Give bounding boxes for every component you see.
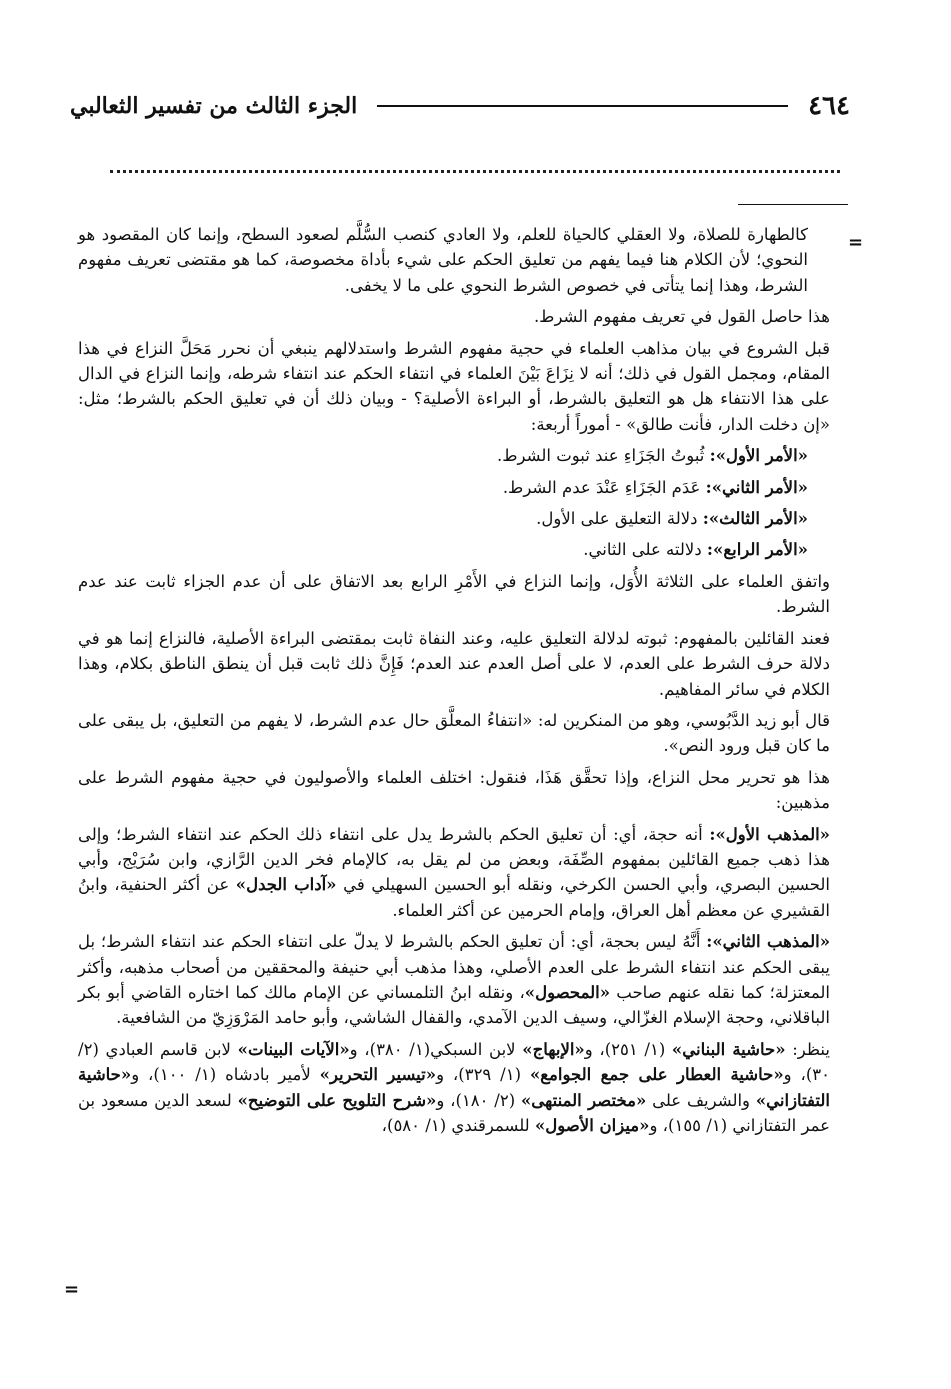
reference-book: «الإبهاج» xyxy=(522,1039,585,1059)
reference-detail: لابن السبكي(١/ ٣٨٠)، و xyxy=(349,1039,516,1059)
reference-detail: (٢/ ١٨٠)، و xyxy=(436,1090,516,1110)
school-label: «المذهب الأول»: xyxy=(709,824,830,844)
page-number: ٤٦٤ xyxy=(808,91,850,121)
running-title: الجزء الثالث من تفسير الثعالبي xyxy=(70,93,358,119)
paragraph: واتفق العلماء على الثلاثة الأُوَل، وإنما النزاع في الأَمْرِ الرابع بعد الاتفاق على أن عدم الجزاء ثابت عند عدم الشرط. xyxy=(78,571,830,617)
footnote-body xyxy=(78,222,830,1144)
reference-book: «حاشية العطار على جمع الجوامع» xyxy=(529,1065,784,1085)
paragraph: قبل الشروع في بيان مذاهب العلماء في حجية مفهوم الشرط واستدلالهم ينبغي أن نحرر مَحَلَّ النزاع في هذا المقام، ومجمل القول في ذلك؛ أنه لا نِزَاعَ بَيْنَ العلماء في انتفاء الحكم عند انتفاء شرطه، وإنما النزاع في الدال على هذا الانتفاء هل هو التعليق بالشرط، أو البراءة الأصلية؟ - وبيان ذلك أن في تعليق الحكم بالشرط؛ مثل: «إن دخلت الدار، فأنت طالق» - أموراً أربعة: xyxy=(78,338,830,434)
school-item xyxy=(78,822,830,924)
school-text-after: عن أكثر الحنفية، وابنُ القشيري عن معظم أهل العراق، وإمام الحرمين عن أكثر العلماء. xyxy=(78,875,830,920)
reference-detail: (١/ ٢٥١)، و xyxy=(584,1039,666,1059)
header-rule xyxy=(377,105,788,107)
reference-detail: والشريف على xyxy=(652,1090,751,1110)
matter-text: دلالة التعليق على الأول. xyxy=(536,509,698,529)
dotted-separator xyxy=(110,170,840,173)
matter-label: «الأمر الأول»: xyxy=(709,446,808,466)
matter-item xyxy=(78,537,830,562)
paragraph: كالطهارة للصلاة، ولا العقلي كالحياة للعلم، ولا العادي كنصب السُّلَّم لصعود السطح، وإنما كان المقصود هو النحوي؛ لأن الكلام هنا فيما يفهم من تعليق الحكم على شيء بأداة مخصوصة، كما هو مقتضى تعريف مفهوم الشرط، وهذا إنما يتأتى في خصوص الشرط النحوي على ما لا يخفى. xyxy=(78,225,808,295)
matter-label: «الأمر الرابع»: xyxy=(706,540,808,560)
school-label: «المذهب الثاني»: xyxy=(706,932,831,952)
reference-book: «شرح التلويح على التوضيح» xyxy=(237,1090,437,1110)
reference-detail: لابن قاسم العبادي (٢/ ٣٠)، و xyxy=(78,1039,831,1085)
matter-text: عَدَم الجَزَاءِ عَنْدَ عدم الشرط. xyxy=(502,477,701,497)
paragraph: قال أبو زيد الدَّبُوسي، وهو من المنكرين له: «انتفاءُ المعلَّق حال عدم الشرط، لا يفهم من التعليق، بل يبقى على ما كان قبل ورود النص». xyxy=(78,710,830,756)
continues-mark: = xyxy=(64,1279,80,1300)
reference-book: «ميزان الأصول» xyxy=(534,1116,650,1135)
reference-book: «مختصر المنتهى» xyxy=(520,1090,647,1110)
continuation-mark: = xyxy=(848,232,864,253)
reference-book: «الآيات البينات» xyxy=(237,1039,350,1059)
matter-label: «الأمر الثاني»: xyxy=(705,477,808,497)
reference-book: «حاشية التفتازاني» xyxy=(78,1065,830,1110)
reference-detail: لسعد الدين مسعود بن عمر التفتازاني (١/ ١٥٥)، و xyxy=(78,1090,830,1135)
school-text: أَنَّهُ ليس بحجة، أي: أن تعليق الحكم بالشرط لا يدلّ على انتفاء الحكم عند انتفاء الشرط؛ بل يبقى الحكم عند انتفاء الشرط على العدم الأصلي، وهذا مذهب أبي حنيفة والمحققين من أصحاب مذهبه، وأكثر المعتزلة؛ كما نقله عنهم صاحب xyxy=(78,932,830,1002)
page-header xyxy=(70,84,850,128)
paragraph: هذا هو تحرير محل النزاع، وإذا تحقَّق هَذَا، فنقول: اختلف العلماء والأصوليون في حجية مفهوم الشرط على مذهبين: xyxy=(78,767,830,813)
references xyxy=(78,1037,830,1139)
matter-label: «الأمر الثالث»: xyxy=(702,509,808,529)
references-intro: ينظر: xyxy=(792,1039,830,1059)
footnote-rule xyxy=(738,204,848,205)
school-item xyxy=(78,929,830,1031)
reference-detail: لأمير بادشاه (١/ ١٠٠)، و xyxy=(131,1065,311,1085)
matter-item xyxy=(78,475,830,500)
reference-book: «تيسير التحرير» xyxy=(319,1065,437,1085)
matter-text: دلالته على الثاني. xyxy=(583,540,702,560)
matter-item xyxy=(78,443,830,468)
matter-item xyxy=(78,506,830,531)
paragraph: هذا حاصل القول في تعريف مفهوم الشرط. xyxy=(533,307,830,327)
matter-text: ثُبوتُ الجَزَاءِ عند ثبوت الشرط. xyxy=(497,446,705,466)
school-text-after: ، ونقله ابنُ التلمساني عن الإمام مالك كما اختاره القاضي أبو بكر الباقلاني، وحجة الإسلام الغزّالي، وسيف الدين الآمدي، والقفال الشاشي، وأبو حامد المَرْوَزِيّ من الشافعية. xyxy=(78,982,830,1028)
reference-detail: (١/ ٣٢٩)، و xyxy=(436,1065,522,1085)
school-text: أنه حجة، أي: أن تعليق الحكم بالشرط يدل على انتفاء ذلك الحكم عند انتفاء الشرط؛ وإلى هذا ذهب جميع القائلين بمفهوم الصِّفَة، وبعض من لم يقل به، كالإمام فخر الدين الرَّازي، وابن سُرَيْج، وأبي الحسين البصري، وأبي الحسن الكرخي، ونقله أبو الحسين السهيلي في xyxy=(78,824,830,895)
book-title: «آداب الجدل» xyxy=(235,875,337,895)
paragraph: فعند القائلين بالمفهوم: ثبوته لدلالة التعليق عليه، وعند النفاة ثابت بمقتضى البراءة الأصلية، فالنزاع إنما هو في دلالة حرف الشرط على العدم، لا على أصل العدم عند العدم؛ فَإِنَّ ذلك ثابت قبل أن ينطق الناطق بكلام، وهذا الكلام في سائر المفاهيم. xyxy=(78,628,830,699)
reference-book: «حاشية البناني» xyxy=(671,1039,786,1059)
reference-detail: للسمرقندي (١/ ٥٨٠)، xyxy=(381,1116,530,1135)
book-title: «المحصول» xyxy=(524,982,611,1002)
